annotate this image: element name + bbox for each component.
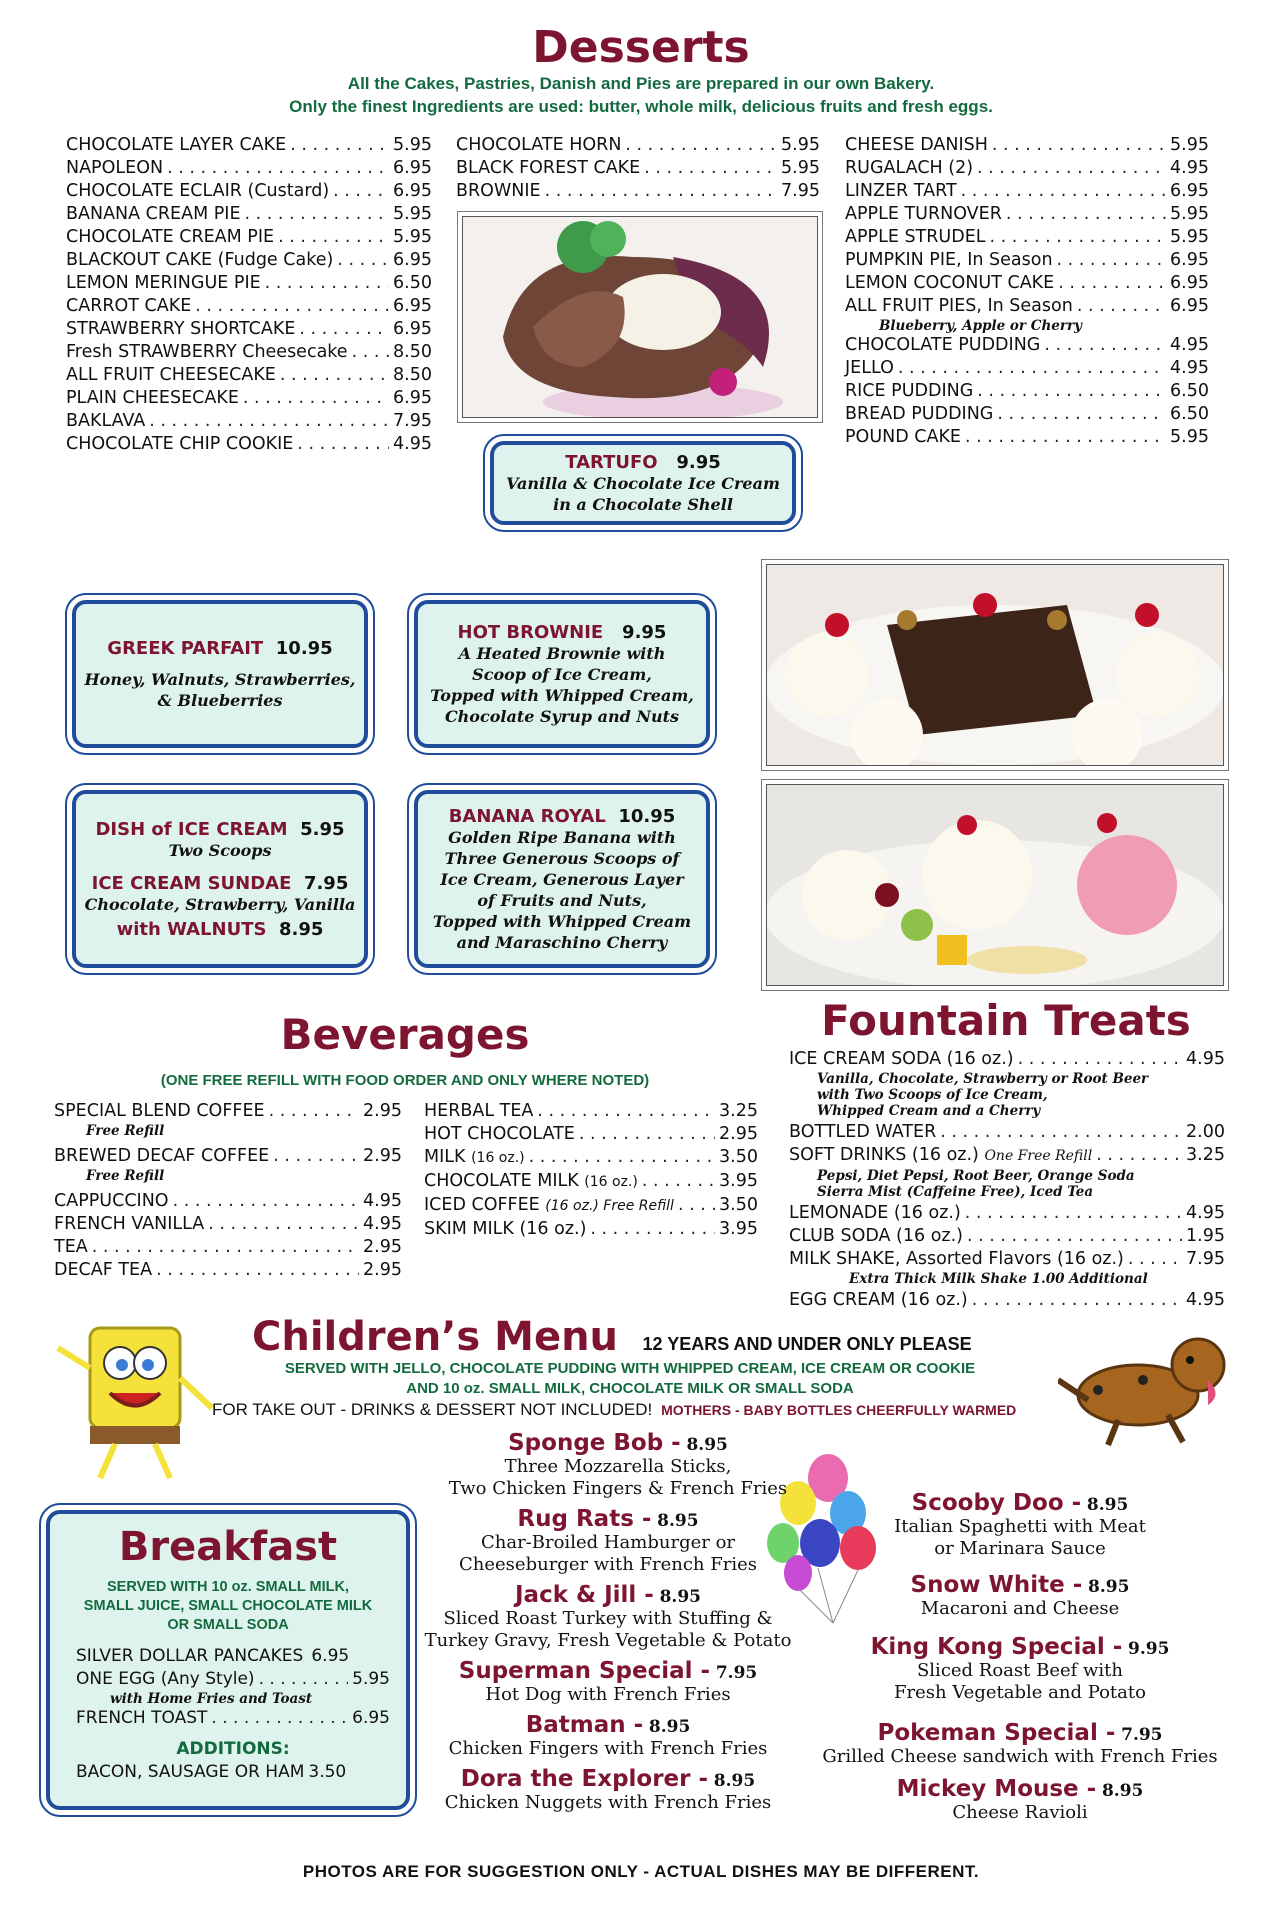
desserts-list-col3	[845, 134, 1209, 449]
beverages-list-col1	[54, 1100, 402, 1282]
desserts-list-col2	[456, 134, 820, 203]
list-item: BACON, SAUSAGE OR HAM 3.50	[76, 1762, 347, 1782]
list-item: LEMON COCONUT CAKE . . . 6.95	[845, 272, 1209, 295]
footer-note: PHOTOS ARE FOR SUGGESTION ONLY - ACTUAL DISHES MAY BE DIFFERENT.	[302, 1862, 980, 1881]
list-item: BREAD PUDDING . . . 6.50	[845, 403, 1209, 426]
shake-desc: Extra Thick Milk Shake 1.00 Additional	[849, 1271, 1148, 1287]
desserts-list-col1	[66, 134, 432, 456]
list-item: ONE EGG (Any Style) . . . 5.95	[76, 1668, 390, 1691]
list-item: SOFT DRINKS (16 oz.) One Free Refill . . . 3.25	[789, 1144, 1225, 1168]
list-item: CHOCOLATE MILK (16 oz.) . . . 3.95	[424, 1170, 758, 1194]
kids-item-scooby-doo: Scooby Doo - 8.95 Italian Spaghetti with Meat or Marinara Sauce	[894, 1490, 1146, 1559]
beverages-note: (ONE FREE REFILL WITH FOOD ORDER AND ONLY WHERE NOTED)	[160, 1072, 650, 1089]
list-item: BROWNIE . . . 7.95	[456, 180, 820, 203]
fountain-title: Fountain Treats	[821, 996, 1191, 1045]
hot-brownie-desc-3: Topped with Whipped Cream,	[430, 685, 694, 705]
list-item: HERBAL TEA . . . 3.25	[424, 1100, 758, 1123]
banana-royal-desc-6: and Maraschino Cherry	[456, 932, 668, 952]
kids-item-snow-white: Snow White - 8.95 Macaroni and Cheese	[910, 1572, 1130, 1619]
kids-item-jack-jill: Jack & Jill - 8.95 Sliced Roast Turkey with Stuffing & Turkey Gravy, Fresh Vegetable & Potato	[424, 1582, 792, 1651]
list-item: CHOCOLATE CHIP COOKIE . . . 4.95	[66, 433, 432, 456]
breakfast-served-1: SERVED WITH 10 oz. SMALL MILK,	[107, 1579, 349, 1595]
list-item: MILK (16 oz.) . . . 3.50	[424, 1146, 758, 1170]
hot-brownie-price: 9.95	[622, 621, 667, 643]
list-item: BOTTLED WATER . . . 2.00	[789, 1121, 1225, 1144]
hot-brownie-desc-1: A Heated Brownie with	[458, 643, 666, 663]
free-refill-note: Free Refill	[86, 1168, 165, 1184]
breakfast-additions: ADDITIONS:	[176, 1739, 290, 1759]
list-item: DECAF TEA . . . 2.95	[54, 1259, 402, 1282]
sundae-walnuts-price: 8.95	[278, 918, 324, 940]
hot-brownie-box	[414, 600, 710, 748]
desserts-intro-2: Only the finest Ingredients are used: butter, whole milk, delicious fruits and fresh eggs.	[289, 97, 993, 116]
banana-royal-desc-5: Topped with Whipped Cream	[432, 911, 692, 931]
children-takeout: FOR TAKE OUT - DRINKS & DESSERT NOT INCLUDED! MOTHERS - BABY BOTTLES CHEERFULLY WARMED	[212, 1400, 1017, 1419]
list-item: BLACKOUT CAKE (Fudge Cake) . . . 6.95	[66, 249, 432, 272]
list-item: CHEESE DANISH . . . 5.95	[845, 134, 1209, 157]
scooby-doo-image	[1058, 1320, 1238, 1450]
list-item: LEMON MERINGUE PIE . . . 6.50	[66, 272, 432, 295]
soda-desc-1: Vanilla, Chocolate, Strawberry or Root Beer	[817, 1071, 1149, 1087]
list-item: HOT CHOCOLATE . . . 2.95	[424, 1123, 758, 1146]
greek-parfait-price: 10.95	[275, 637, 333, 659]
kids-item-superman: Superman Special - 7.95 Hot Dog with French Fries	[458, 1658, 758, 1705]
beverages-list-col2	[424, 1100, 758, 1241]
children-header	[252, 1314, 1112, 1360]
free-refill-note: Free Refill	[86, 1123, 165, 1139]
list-item: RUGALACH (2) . . . 4.95	[845, 157, 1209, 180]
list-item: ALL FRUIT CHEESECAKE . . . 8.50	[66, 364, 432, 387]
fountain-list	[789, 1048, 1225, 1312]
banana-royal-box	[414, 790, 710, 968]
banana-royal-photo	[766, 784, 1224, 986]
tartufo-photo	[462, 216, 818, 418]
list-item: MILK SHAKE, Assorted Flavors (16 oz.) . . . 7.95	[789, 1248, 1225, 1271]
banana-royal-desc-4: of Fruits and Nuts,	[477, 890, 647, 910]
dish-ice-cream-desc: Two Scoops	[168, 840, 272, 860]
tartufo-box	[490, 441, 796, 525]
sundae-walnuts: with WALNUTS	[116, 918, 267, 940]
breakfast-served-2: SMALL JUICE, SMALL CHOCOLATE MILK	[83, 1598, 373, 1614]
kids-item-batman: Batman - 8.95 Chicken Fingers with French Fries	[448, 1712, 768, 1759]
list-item: JELLO . . . 4.95	[845, 357, 1209, 380]
desserts-intro-1: All the Cakes, Pastries, Danish and Pies are prepared in our own Bakery.	[347, 74, 935, 93]
breakfast-title: Breakfast	[118, 1524, 338, 1570]
kids-item-king-kong: King Kong Special - 9.95 Sliced Roast Beef with Fresh Vegetable and Potato	[870, 1634, 1170, 1703]
dish-ice-cream-price: 5.95	[300, 818, 345, 840]
list-item: BLACK FOREST CAKE . . . 5.95	[456, 157, 820, 180]
hot-brownie-desc-4: Chocolate Syrup and Nuts	[444, 706, 680, 726]
banana-royal-desc-2: Three Generous Scoops of	[444, 848, 680, 868]
list-item: POUND CAKE . . . 5.95	[845, 426, 1209, 449]
sundae-price: 7.95	[303, 872, 349, 894]
list-item: CARROT CAKE . . . 6.95	[66, 295, 432, 318]
fruit-pies-note: Blueberry, Apple or Cherry	[879, 318, 1082, 334]
greek-parfait-desc-1: Honey, Walnuts, Strawberries,	[84, 669, 356, 689]
tartufo-desc-2: in a Chocolate Shell	[553, 494, 733, 514]
banana-royal-desc-1: Golden Ripe Banana with	[448, 827, 676, 847]
list-item: BANANA CREAM PIE . . . 5.95	[66, 203, 432, 226]
spongebob-image	[50, 1308, 220, 1488]
hot-brownie-desc-2: Scoop of Ice Cream,	[472, 664, 652, 684]
tartufo-desc-1: Vanilla & Chocolate Ice Cream	[506, 473, 780, 493]
banana-royal-price: 10.95	[618, 805, 676, 827]
list-item: CLUB SODA (16 oz.) . . . 1.95	[789, 1225, 1225, 1248]
breakfast-box	[46, 1510, 410, 1810]
list-item: SKIM MILK (16 oz.) . . . 3.95	[424, 1218, 758, 1241]
desserts-title: Desserts	[532, 22, 750, 73]
soda-desc-3: Whipped Cream and a Cherry	[817, 1103, 1041, 1119]
list-item: BAKLAVA . . . 7.95	[66, 410, 432, 433]
dish-ice-cream-name: DISH of ICE CREAM	[95, 818, 288, 840]
tartufo-name: TARTUFO	[565, 451, 658, 473]
list-item: CAPPUCCINO . . . 4.95	[54, 1190, 402, 1213]
kids-item-rug-rats: Rug Rats - 8.95 Char-Broiled Hamburger or Cheeseburger with French Fries	[459, 1506, 757, 1575]
list-item: CHOCOLATE CREAM PIE . . . 5.95	[66, 226, 432, 249]
list-item: APPLE STRUDEL . . . 5.95	[845, 226, 1209, 249]
list-item: CHOCOLATE PUDDING . . . 4.95	[845, 334, 1209, 357]
list-item: PLAIN CHEESECAKE . . . 6.95	[66, 387, 432, 410]
children-title: Children’s Menu	[252, 1314, 619, 1360]
soda-desc-2: with Two Scoops of Ice Cream,	[817, 1087, 1048, 1103]
list-item: ICE CREAM SODA (16 oz.) . . . 4.95	[789, 1048, 1225, 1071]
hot-brownie-name: HOT BROWNIE	[457, 621, 604, 643]
sundae-desc: Chocolate, Strawberry, Vanilla	[84, 894, 356, 914]
list-item: CHOCOLATE LAYER CAKE . . . 5.95	[66, 134, 432, 157]
ice-cream-box	[72, 790, 368, 968]
breakfast-egg-desc: with Home Fries and Toast	[110, 1691, 313, 1707]
kids-item-dora: Dora the Explorer - 8.95 Chicken Nuggets with French Fries	[444, 1766, 772, 1813]
list-item: TEA . . . 2.95	[54, 1236, 402, 1259]
beverages-title: Beverages	[280, 1010, 530, 1059]
kids-item-sponge-bob: Sponge Bob - 8.95 Three Mozzarella Sticks, Two Chicken Fingers & French Fries	[448, 1430, 788, 1499]
list-item: NAPOLEON . . . 6.95	[66, 157, 432, 180]
list-item: FRENCH VANILLA . . . 4.95	[54, 1213, 402, 1236]
list-item: Fresh STRAWBERRY Cheesecake . . . 8.50	[66, 341, 432, 364]
list-item: LEMONADE (16 oz.) . . . 4.95	[789, 1202, 1225, 1225]
list-item: APPLE TURNOVER . . . 5.95	[845, 203, 1209, 226]
children-age: 12 YEARS AND UNDER ONLY PLEASE	[642, 1334, 972, 1354]
children-line-1: SERVED WITH JELLO, CHOCOLATE PUDDING WITH WHIPPED CREAM, ICE CREAM OR COOKIE	[284, 1360, 976, 1377]
brownie-sundae-photo	[766, 564, 1224, 766]
list-item: SILVER DOLLAR PANCAKES 6.95	[76, 1646, 350, 1666]
list-item: LINZER TART . . . 6.95	[845, 180, 1209, 203]
list-item: PUMPKIN PIE, In Season . . . 6.95	[845, 249, 1209, 272]
kids-item-pokeman: Pokeman Special - 7.95 Grilled Cheese sandwich with French Fries	[822, 1720, 1218, 1767]
list-item: BREWED DECAF COFFEE . . . 2.95	[54, 1145, 402, 1168]
list-item: ICED COFFEE (16 oz.) Free Refill . . . 3.50	[424, 1194, 758, 1218]
greek-parfait-name: GREEK PARFAIT	[107, 637, 264, 659]
banana-royal-name: BANANA ROYAL	[448, 805, 606, 827]
tartufo-price: 9.95	[676, 451, 721, 473]
greek-parfait-box	[72, 600, 368, 748]
children-line-2: AND 10 oz. SMALL MILK, CHOCOLATE MILK OR SMALL SODA	[406, 1380, 854, 1397]
soft-desc-2: Sierra Mist (Caffeine Free), Iced Tea	[817, 1184, 1094, 1200]
soft-desc-1: Pepsi, Diet Pepsi, Root Beer, Orange Soda	[817, 1168, 1135, 1184]
sundae-name: ICE CREAM SUNDAE	[91, 872, 292, 894]
list-item: ALL FRUIT PIES, In Season . . . 6.95	[845, 295, 1209, 318]
banana-royal-desc-3: Ice Cream, Generous Layer	[440, 869, 684, 889]
list-item: SPECIAL BLEND COFFEE . . . 2.95	[54, 1100, 402, 1123]
kids-item-mickey-mouse: Mickey Mouse - 8.95 Cheese Ravioli	[896, 1776, 1144, 1823]
list-item: RICE PUDDING . . . 6.50	[845, 380, 1209, 403]
list-item: FRENCH TOAST . . . 6.95	[76, 1707, 390, 1730]
greek-parfait-desc-2: & Blueberries	[157, 690, 283, 710]
list-item: EGG CREAM (16 oz.) . . . 4.95	[789, 1289, 1225, 1312]
list-item: CHOCOLATE HORN . . . 5.95	[456, 134, 820, 157]
list-item: CHOCOLATE ECLAIR (Custard) . . . 6.95	[66, 180, 432, 203]
list-item: STRAWBERRY SHORTCAKE . . . 6.95	[66, 318, 432, 341]
breakfast-served-3: OR SMALL SODA	[167, 1617, 289, 1633]
